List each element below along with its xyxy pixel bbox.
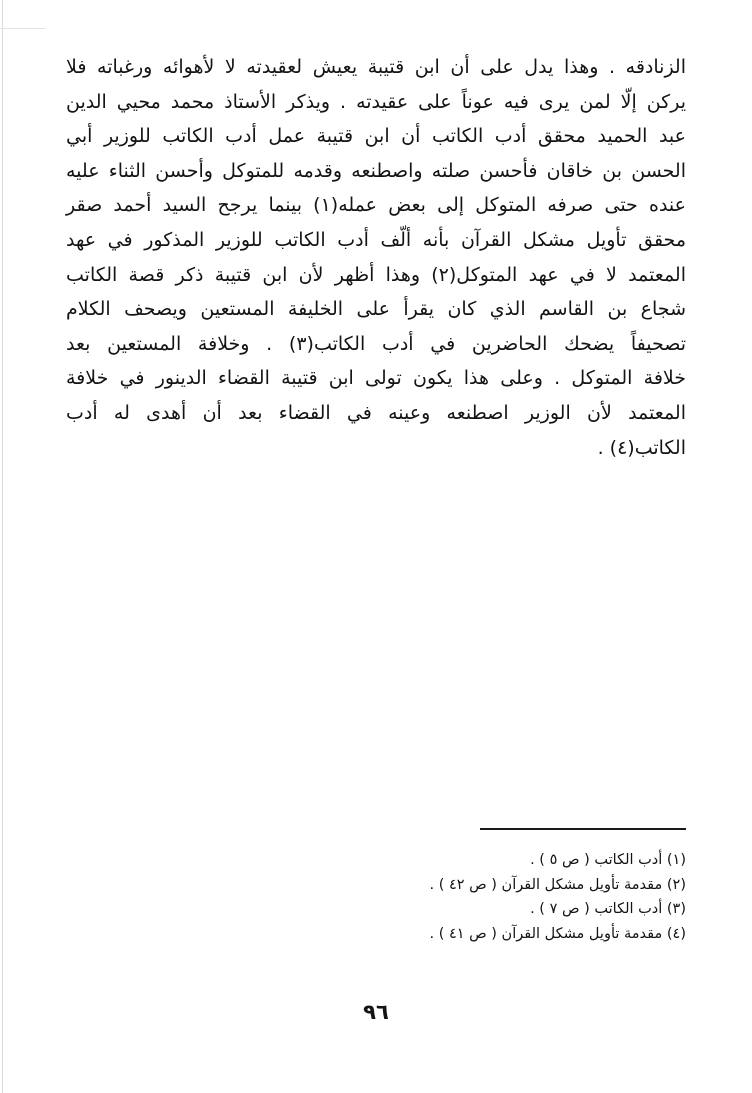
paragraph-line: الكاتب(٤) . [597, 436, 686, 459]
footnote: (٢) مقدمة تأويل مشكل القرآن ( ص ٤٢ ) . [429, 876, 686, 893]
footnote: (٣) أدب الكاتب ( ص ٧ ) . [530, 901, 686, 917]
paragraph-line: محقق تأويل مشكل القرآن بأنه ألّف أدب الكاتب للوزير المذكور في عهد [66, 228, 686, 251]
paragraph-line: عبد الحميد محقق أدب الكاتب أن ابن قتيبة عمل أدب الكاتب للوزير أبي [66, 125, 686, 148]
paragraph-line: عنده حتى صرفه المتوكل إلى بعض عمله(١) بينما يرجح السيد أحمد صقر [66, 194, 686, 217]
paragraph-line: خلافة المتوكل . وعلى هذا يكون تولى ابن قتيبة القضاء الدينور في خلافة [66, 367, 686, 390]
paragraph-line: يركن إلّا لمن يرى فيه عوناً على عقيدته . ويذكر الأستاذ محمد محيي الدين [66, 90, 686, 113]
footnote: (١) أدب الكاتب ( ص ٥ ) . [530, 852, 686, 868]
footnote: (٤) مقدمة تأويل مشكل القرآن ( ص ٤١ ) . [429, 925, 686, 942]
footnote-section [66, 828, 686, 946]
scan-edge-artifact [2, 0, 3, 1093]
paragraph-line: المعتمد لأن الوزير اصطنعه وعينه في القضاء بعد أن أهدى له أدب [66, 401, 686, 424]
scan-edge-artifact [0, 28, 46, 29]
paragraph-line: الزنادقه . وهذا يدل على أن ابن قتيبة يعيش لعقيدته لا لأهوائه ورغباته فلا [66, 56, 686, 78]
paragraph-line: تصحيفاً يضحك الحاضرين في أدب الكاتب(٣) . وخلافة المستعين بعد [66, 332, 686, 355]
paragraph-line: شجاع بن القاسم الذي كان يقرأ على الخليفة المستعين ويصحف الكلام [66, 298, 686, 321]
page-number: ٩٦ [363, 1000, 389, 1024]
footnote-separator-rule [480, 828, 686, 830]
main-paragraph [66, 50, 686, 465]
paragraph-line: الحسن بن خاقان فأحسن صلته واصطنعه وقدمه للمتوكل وأحسن الثناء عليه [66, 159, 686, 182]
paragraph-line: المعتمد لا في عهد المتوكل(٢) وهذا أظهر لأن ابن قتيبة ذكر قصة الكاتب [66, 263, 686, 286]
